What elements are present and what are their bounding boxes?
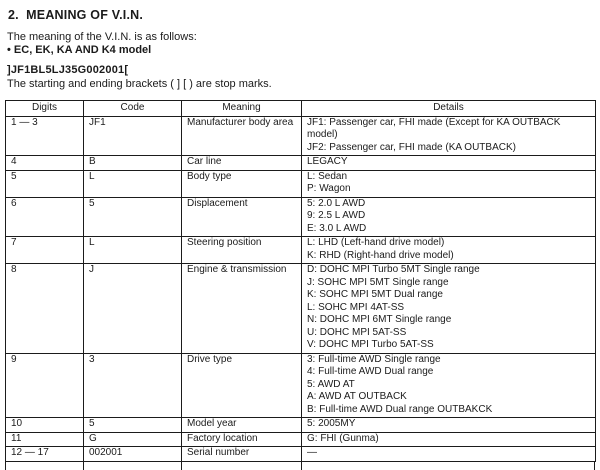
vin-table xyxy=(5,100,596,462)
digits-cell: 1 — 3 xyxy=(6,116,84,156)
details-line: D: DOHC MPI Turbo 5MT Single range xyxy=(307,264,480,275)
column-header-meaning: Meaning xyxy=(182,101,302,117)
details-line: 4: Full-time AWD Dual range xyxy=(307,366,434,377)
meaning-cell: Serial number xyxy=(182,447,302,462)
digits-cell: 12 — 17 xyxy=(6,447,84,462)
details-cell xyxy=(302,432,596,447)
details-line: V: DOHC MPI Turbo 5AT-SS xyxy=(307,339,434,350)
table-row xyxy=(6,156,596,171)
meaning-cell: Drive type xyxy=(182,353,302,418)
code-cell: L xyxy=(84,170,182,197)
table-row xyxy=(6,237,596,264)
details-line: K: SOHC MPI 5MT Dual range xyxy=(307,289,443,300)
code-cell: 5 xyxy=(84,418,182,433)
details-line: 3: Full-time AWD Single range xyxy=(307,353,441,365)
meaning-cell: Factory location xyxy=(182,432,302,447)
details-line: A: AWD AT OUTBACK xyxy=(307,391,407,402)
details-line: P: Wagon xyxy=(307,183,351,194)
details-line: L: SOHC MPI 4AT-SS xyxy=(307,301,405,313)
digits-cell: 4 xyxy=(6,156,84,171)
details-line: 5: AWD AT xyxy=(307,378,355,390)
code-cell: B xyxy=(84,156,182,171)
table-row xyxy=(6,432,596,447)
details-line: L: LHD (Left-hand drive model) xyxy=(307,237,445,248)
table-row xyxy=(6,353,596,418)
vin-string: ]JF1BL5LJ35G002001[ xyxy=(7,64,129,76)
meaning-cell: Car line xyxy=(182,156,302,171)
details-line: 9: 2.5 L AWD xyxy=(307,210,366,221)
details-line: JF2: Passenger car, FHI made (KA OUTBACK) xyxy=(307,141,516,153)
table-header-row xyxy=(6,101,596,117)
details-line: L: Sedan xyxy=(307,170,348,182)
details-line: JF1: Passenger car, FHI made (Except for KA OUTBACK model) xyxy=(307,116,561,140)
digits-cell: 6 xyxy=(6,197,84,237)
details-line: K: RHD (Right-hand drive model) xyxy=(307,249,454,261)
digits-cell: 9 xyxy=(6,353,84,418)
stop-marks-note: The starting and ending brackets ( ] [ ) are stop marks. xyxy=(7,78,272,90)
table-grid-line xyxy=(181,462,182,470)
intro-text: The meaning of the V.I.N. is as follows: xyxy=(7,31,197,43)
details-cell xyxy=(302,170,596,197)
digits-cell: 10 xyxy=(6,418,84,433)
details-cell xyxy=(302,418,596,433)
code-cell: JF1 xyxy=(84,116,182,156)
details-line: — xyxy=(307,447,317,458)
details-cell xyxy=(302,447,596,462)
column-header-code: Code xyxy=(84,101,182,117)
meaning-cell: Engine & transmission xyxy=(182,264,302,354)
table-grid-line xyxy=(5,462,6,470)
meaning-cell: Steering position xyxy=(182,237,302,264)
table-row xyxy=(6,197,596,237)
details-line: LEGACY xyxy=(307,156,348,167)
table-grid-line xyxy=(594,462,595,470)
column-header-details: Details xyxy=(302,101,596,117)
details-cell xyxy=(302,116,596,156)
details-line: 5: 2.0 L AWD xyxy=(307,197,366,209)
table-grid-line xyxy=(83,462,84,470)
table-row xyxy=(6,116,596,156)
digits-cell: 8 xyxy=(6,264,84,354)
details-line: E: 3.0 L AWD xyxy=(307,222,367,234)
details-cell xyxy=(302,264,596,354)
vin-table-body xyxy=(6,116,596,461)
digits-cell: 11 xyxy=(6,432,84,447)
details-cell xyxy=(302,237,596,264)
meaning-cell: Manufacturer body area xyxy=(182,116,302,156)
column-header-digits: Digits xyxy=(6,101,84,117)
details-line: 5: 2005MY xyxy=(307,418,356,429)
digits-cell: 5 xyxy=(6,170,84,197)
details-line: B: Full-time AWD Dual range OUTBAKCK xyxy=(307,403,493,415)
table-grid-line xyxy=(301,462,302,470)
table-row xyxy=(6,264,596,354)
table-row xyxy=(6,418,596,433)
code-cell: J xyxy=(84,264,182,354)
meaning-cell: Body type xyxy=(182,170,302,197)
details-cell xyxy=(302,353,596,418)
model-bullet: • EC, EK, KA AND K4 model xyxy=(7,44,152,56)
table-row xyxy=(6,447,596,462)
code-cell: 002001 xyxy=(84,447,182,462)
details-cell xyxy=(302,197,596,237)
details-line: G: FHI (Gunma) xyxy=(307,432,379,444)
details-line: U: DOHC MPI 5AT-SS xyxy=(307,326,407,338)
details-line: N: DOHC MPI 6MT Single range xyxy=(307,314,452,325)
meaning-cell: Model year xyxy=(182,418,302,433)
details-cell xyxy=(302,156,596,171)
code-cell: G xyxy=(84,432,182,447)
code-cell: 5 xyxy=(84,197,182,237)
details-line: J: SOHC MPI 5MT Single range xyxy=(307,276,449,288)
meaning-cell: Displacement xyxy=(182,197,302,237)
table-next-row-stub xyxy=(5,462,595,470)
code-cell: 3 xyxy=(84,353,182,418)
page-title: 2. MEANING OF V.I.N. xyxy=(8,8,144,22)
digits-cell: 7 xyxy=(6,237,84,264)
table-row xyxy=(6,170,596,197)
code-cell: L xyxy=(84,237,182,264)
